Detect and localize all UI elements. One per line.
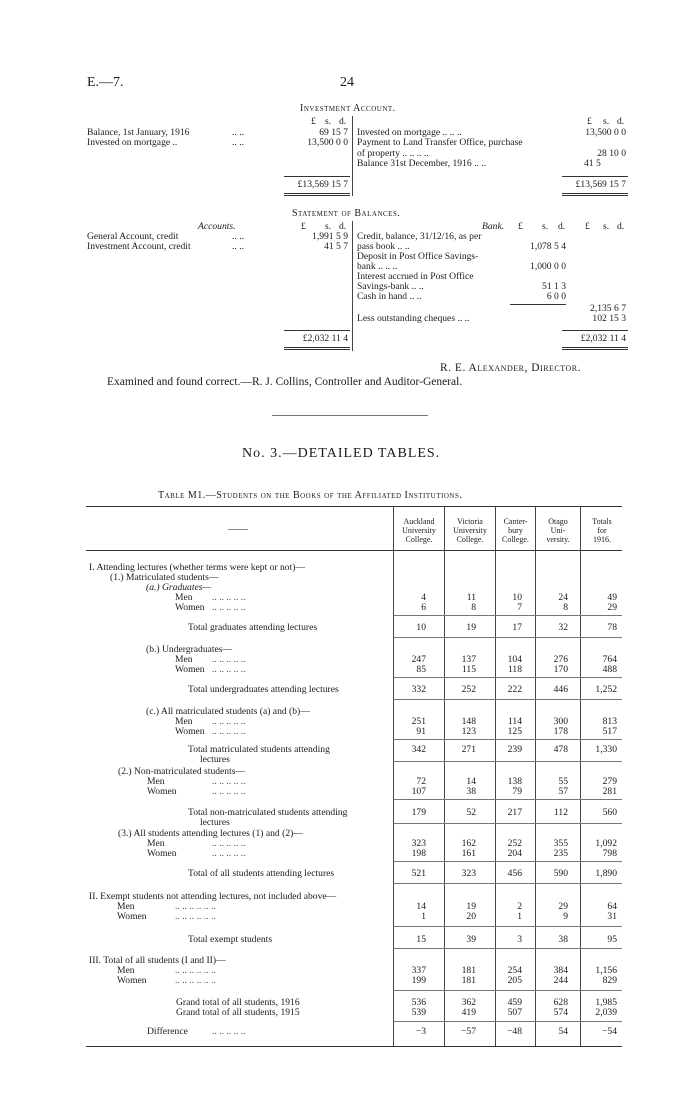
balances-right-item: Cash in hand .. .. bbox=[357, 291, 422, 302]
row-label-women: Women bbox=[117, 975, 147, 986]
table-cell: 8 bbox=[563, 602, 568, 613]
table-cell: 337 bbox=[411, 965, 426, 976]
table-cell: 251 bbox=[411, 716, 426, 727]
balances-left-item: Investment Account, credit bbox=[87, 241, 191, 252]
balances-inner-amount: 51 1 3 bbox=[542, 281, 566, 292]
column-header-canterbury: Canter- bury College. bbox=[502, 517, 529, 544]
table-cell: 355 bbox=[553, 838, 568, 849]
leader-dots: .. .. .. .. .. bbox=[212, 664, 246, 675]
subtotal-rule bbox=[393, 677, 622, 678]
table-cell: 3 bbox=[517, 934, 522, 945]
examined-statement: Examined and found correct.—R. J. Collins, Controller and Auditor-General. bbox=[107, 376, 463, 388]
heading-matriculated: (1.) Matriculated students— bbox=[110, 572, 219, 583]
table-cell: 138 bbox=[507, 776, 522, 787]
table-cell: 11 bbox=[466, 592, 476, 603]
table-cell: 170 bbox=[553, 664, 568, 675]
table-cell: 178 bbox=[553, 726, 568, 737]
row-label-total: Total graduates attending lectures bbox=[188, 622, 318, 633]
table-cell: 252 bbox=[461, 684, 476, 695]
row-label-men: Men bbox=[175, 592, 193, 603]
table-cell: 1,890 bbox=[595, 868, 617, 879]
row-label-total-continued: lectures bbox=[200, 754, 230, 765]
investment-left-dots: .. .. bbox=[232, 127, 244, 138]
table-cell: 459 bbox=[507, 997, 522, 1008]
table-cell: 161 bbox=[461, 848, 476, 859]
investment-right-amount: 41 5 bbox=[584, 158, 601, 169]
subtotal-rule bbox=[393, 861, 622, 862]
table-cell: 2,039 bbox=[595, 1007, 617, 1018]
table-cell: 57 bbox=[558, 786, 568, 797]
table-cell: 323 bbox=[411, 838, 426, 849]
table-cell: 222 bbox=[507, 684, 522, 695]
table-cell: 517 bbox=[602, 726, 617, 737]
subtotal-rule bbox=[393, 926, 622, 927]
table-cell: 574 bbox=[553, 1007, 568, 1018]
table-cell: 198 bbox=[411, 848, 426, 859]
table-cell: 15 bbox=[416, 934, 426, 945]
row-label-total: Total matriculated students attending bbox=[188, 744, 330, 755]
page-number: 24 bbox=[340, 75, 354, 90]
row-label-women: Women bbox=[175, 664, 205, 675]
table-cell: 17 bbox=[512, 622, 522, 633]
heading-all-students: (3.) All students attending lectures (1) and (2)— bbox=[118, 828, 303, 839]
balances-inner-amount: 1,000 0 0 bbox=[530, 261, 566, 272]
total-rule bbox=[562, 176, 628, 177]
row-label-total: Total of all students attending lectures bbox=[188, 868, 335, 879]
column-divider bbox=[495, 506, 496, 1046]
table-cell: 118 bbox=[507, 664, 522, 675]
table-cell: 29 bbox=[607, 602, 617, 613]
table-cell: 181 bbox=[461, 965, 476, 976]
subtotal-rule bbox=[393, 761, 622, 762]
table-cell: 235 bbox=[553, 848, 568, 859]
investment-left-dots: .. .. bbox=[232, 137, 244, 148]
table-cell: 107 bbox=[411, 786, 426, 797]
investment-right-item: of property .. .. .. .. bbox=[357, 148, 429, 159]
table-cell: 829 bbox=[602, 975, 617, 986]
ledger-divider bbox=[352, 116, 353, 196]
investment-left-amount: 13,500 0 0 bbox=[307, 137, 348, 148]
table-cell: 204 bbox=[507, 848, 522, 859]
subtotal-rule bbox=[393, 739, 622, 740]
column-divider bbox=[393, 506, 394, 1046]
row-label-men: Men bbox=[147, 838, 165, 849]
table-cell: 1 bbox=[517, 911, 522, 922]
balances-left-total: £2,032 11 4 bbox=[302, 333, 348, 344]
double-rule bbox=[562, 193, 628, 196]
table-cell: 19 bbox=[466, 622, 476, 633]
investment-left-item: Balance, 1st January, 1916 bbox=[87, 127, 190, 138]
table-cell: 798 bbox=[602, 848, 617, 859]
table-cell: 32 bbox=[558, 622, 568, 633]
table-cell: 539 bbox=[411, 1007, 426, 1018]
heading-exempt: II. Exempt students not attending lectures, not included above— bbox=[89, 891, 337, 902]
balances-right-item: bank .. .. .. bbox=[357, 261, 398, 272]
subtotal-rule bbox=[393, 883, 622, 884]
table-cell: 244 bbox=[553, 975, 568, 986]
table-cell: 764 bbox=[602, 654, 617, 665]
row-label-women: Women bbox=[117, 911, 147, 922]
table-cell: 112 bbox=[553, 807, 568, 818]
table-cell: −48 bbox=[506, 1026, 522, 1037]
double-rule bbox=[284, 193, 350, 196]
row-label-grand-1915: Grand total of all students, 1915 bbox=[176, 1007, 300, 1018]
balances-right-item: Savings-bank .. .. bbox=[357, 281, 424, 292]
table-cell: 1,252 bbox=[595, 684, 617, 695]
row-label-grand-1916: Grand total of all students, 1916 bbox=[176, 997, 300, 1008]
less-cheques-label: Less outstanding cheques .. .. bbox=[357, 313, 470, 324]
table-cell: 590 bbox=[553, 868, 568, 879]
table-cell: 38 bbox=[558, 934, 568, 945]
balances-left-dots: .. .. bbox=[232, 241, 244, 252]
table-cell: 446 bbox=[553, 684, 568, 695]
table-cell: 115 bbox=[461, 664, 476, 675]
subtotal-rule bbox=[393, 637, 622, 638]
row-label-difference: Difference bbox=[147, 1026, 188, 1037]
table-cell: 8 bbox=[471, 602, 476, 613]
heading-all-matriculated: (c.) All matriculated students (a) and (b)— bbox=[146, 706, 310, 717]
page-reference: E.—7. bbox=[87, 75, 124, 90]
heading-undergraduates: (b.) Undergraduates— bbox=[146, 644, 233, 655]
leader-dots: .. .. .. .. .. bbox=[212, 838, 246, 849]
leader-dots: .. .. .. .. .. .. bbox=[175, 911, 216, 922]
table-cell: 78 bbox=[607, 622, 617, 633]
investment-right-item: Invested on mortgage .. .. .. bbox=[357, 127, 462, 138]
row-label-men: Men bbox=[147, 776, 165, 787]
investment-right-item: Balance 31st December, 1916 .. .. bbox=[357, 158, 487, 169]
table-cell: 254 bbox=[507, 965, 522, 976]
table-cell: 52 bbox=[466, 807, 476, 818]
column-divider bbox=[580, 506, 581, 1046]
blank-column-header: —— bbox=[228, 524, 248, 535]
table-cell: 488 bbox=[602, 664, 617, 675]
balances-right-total: £2,032 11 4 bbox=[580, 333, 626, 344]
table-cell: 521 bbox=[411, 868, 426, 879]
table-cell: 14 bbox=[466, 776, 476, 787]
table-cell: 205 bbox=[507, 975, 522, 986]
double-rule bbox=[562, 347, 628, 350]
table-cell: 104 bbox=[507, 654, 522, 665]
balances-left-amount: 41 5 7 bbox=[324, 241, 348, 252]
leader-dots: .. .. .. .. .. bbox=[212, 776, 246, 787]
heading-attending: I. Attending lectures (whether terms were kept or not)— bbox=[89, 562, 306, 573]
table-cell: 247 bbox=[411, 654, 426, 665]
leader-dots: .. .. .. .. .. bbox=[212, 602, 246, 613]
table-cell: 1,156 bbox=[595, 965, 617, 976]
table-cell: 276 bbox=[553, 654, 568, 665]
subtotal-rule bbox=[393, 948, 622, 949]
table-cell: 148 bbox=[461, 716, 476, 727]
table-cell: −57 bbox=[460, 1026, 476, 1037]
heading-non-matriculated: (2.) Non-matriculated students— bbox=[118, 766, 246, 777]
subtotal-rule bbox=[393, 990, 622, 991]
table-cell: 49 bbox=[607, 592, 617, 603]
table-cell: 19 bbox=[466, 901, 476, 912]
table-cell: 456 bbox=[507, 868, 522, 879]
table-cell: 91 bbox=[416, 726, 426, 737]
table-cell: 1,092 bbox=[595, 838, 617, 849]
table-cell: 125 bbox=[507, 726, 522, 737]
table-cell: 332 bbox=[411, 684, 426, 695]
table-cell: 507 bbox=[507, 1007, 522, 1018]
row-label-women: Women bbox=[175, 726, 205, 737]
row-label-total: Total exempt students bbox=[188, 934, 273, 945]
table-cell: 38 bbox=[466, 786, 476, 797]
table-cell: 239 bbox=[507, 744, 522, 755]
leader-dots: .. .. .. .. .. bbox=[212, 786, 246, 797]
column-divider bbox=[535, 506, 536, 1046]
table-cell: 323 bbox=[461, 868, 476, 879]
table-cell: 1,985 bbox=[595, 997, 617, 1008]
leader-dots: .. .. .. .. .. .. bbox=[175, 965, 216, 976]
table-cell: 813 bbox=[602, 716, 617, 727]
table-title: Table M1.—Students on the Books of the Affiliated Institutions. bbox=[158, 490, 463, 501]
heading-graduates: (a.) Graduates— bbox=[146, 582, 212, 593]
table-cell: 628 bbox=[553, 997, 568, 1008]
table-cell: 137 bbox=[461, 654, 476, 665]
table-cell: 29 bbox=[558, 901, 568, 912]
balances-right-item: Interest accrued in Post Office bbox=[357, 271, 474, 282]
table-cell: 1,330 bbox=[595, 744, 617, 755]
subtotal-rule bbox=[393, 699, 622, 700]
accounts-heading: Accounts. bbox=[198, 221, 236, 232]
table-cell: 64 bbox=[607, 901, 617, 912]
row-label-women: Women bbox=[147, 848, 177, 859]
table-cell: 72 bbox=[416, 776, 426, 787]
investment-left-item: Invested on mortgage .. bbox=[87, 137, 178, 148]
investment-right-item: Payment to Land Transfer Office, purchase bbox=[357, 137, 523, 148]
section-title: No. 3.—DETAILED TABLES. bbox=[242, 446, 441, 461]
table-cell: 279 bbox=[602, 776, 617, 787]
table-cell: 39 bbox=[466, 934, 476, 945]
bank-heading: Bank. bbox=[482, 221, 505, 232]
subtotal-rule bbox=[393, 799, 622, 800]
table-cell: −3 bbox=[415, 1026, 426, 1037]
table-cell: 271 bbox=[461, 744, 476, 755]
balances-inner-amount: 6 0 0 bbox=[546, 291, 566, 302]
table-cell: 123 bbox=[461, 726, 476, 737]
table-cell: 31 bbox=[607, 911, 617, 922]
total-rule bbox=[562, 330, 628, 331]
heading-grand: III. Total of all students (I and II)— bbox=[89, 955, 226, 966]
total-rule bbox=[284, 330, 350, 331]
balances-subtotal: 2,135 6 7 bbox=[590, 303, 626, 314]
table-cell: 179 bbox=[411, 807, 426, 818]
balances-inner-amount: 1,078 5 4 bbox=[530, 241, 566, 252]
balances-title: Statement of Balances. bbox=[292, 208, 401, 219]
table-cell: 85 bbox=[416, 664, 426, 675]
investment-right-amount: 13,500 0 0 bbox=[585, 127, 626, 138]
balances-right-item: Credit, balance, 31/12/16, as per bbox=[357, 231, 482, 242]
leader-dots: .. .. .. .. .. bbox=[212, 726, 246, 737]
table-top-rule bbox=[86, 506, 622, 507]
investment-right-total: £13,569 15 7 bbox=[575, 179, 626, 190]
table-cell: 55 bbox=[558, 776, 568, 787]
total-rule bbox=[284, 176, 350, 177]
double-rule bbox=[284, 347, 350, 350]
balances-left-dots: .. .. bbox=[232, 231, 244, 242]
table-cell: 20 bbox=[466, 911, 476, 922]
table-cell: 362 bbox=[461, 997, 476, 1008]
table-cell: 162 bbox=[461, 838, 476, 849]
subtotal-rule bbox=[393, 1021, 622, 1022]
table-cell: 4 bbox=[421, 592, 426, 603]
table-cell: 560 bbox=[602, 807, 617, 818]
row-label-men: Men bbox=[117, 965, 135, 976]
table-cell: 79 bbox=[512, 786, 522, 797]
director-signature: R. E. Alexander, Director. bbox=[440, 362, 581, 374]
leader-dots: .. .. .. .. .. bbox=[212, 848, 246, 859]
investment-account-title: Investment Account. bbox=[300, 103, 396, 114]
column-divider bbox=[444, 506, 445, 1046]
table-cell: 419 bbox=[461, 1007, 476, 1018]
table-cell: 114 bbox=[507, 716, 522, 727]
table-cell: 2 bbox=[517, 901, 522, 912]
table-cell: 14 bbox=[416, 901, 426, 912]
row-label-men: Men bbox=[117, 901, 135, 912]
row-label-men: Men bbox=[175, 654, 193, 665]
table-cell: 7 bbox=[517, 602, 522, 613]
table-cell: 300 bbox=[553, 716, 568, 727]
table-cell: 10 bbox=[512, 592, 522, 603]
table-cell: 10 bbox=[416, 622, 426, 633]
leader-dots: .. .. .. .. .. bbox=[212, 716, 246, 727]
table-cell: 281 bbox=[602, 786, 617, 797]
table-cell: 24 bbox=[558, 592, 568, 603]
leader-dots: .. .. .. .. .. bbox=[212, 654, 246, 665]
row-label-total-continued: lectures bbox=[200, 817, 230, 828]
leader-dots: .. .. .. .. .. bbox=[212, 592, 246, 603]
leader-dots: .. .. .. .. .. .. bbox=[175, 901, 216, 912]
row-label-women: Women bbox=[147, 786, 177, 797]
investment-left-total: £13,569 15 7 bbox=[297, 179, 348, 190]
balances-left-amount: 1,991 5 9 bbox=[312, 231, 348, 242]
investment-left-amount: 69 15 7 bbox=[319, 127, 348, 138]
table-cell: 536 bbox=[411, 997, 426, 1008]
subtotal-rule bbox=[393, 615, 622, 616]
column-header-otago: Otago Uni- versity. bbox=[546, 517, 570, 544]
row-label-total: Total non-matriculated students attending bbox=[188, 807, 348, 818]
row-label-total: Total undergraduates attending lectures bbox=[188, 684, 339, 695]
table-cell: 252 bbox=[507, 838, 522, 849]
column-header-victoria: Victoria University College. bbox=[453, 517, 487, 544]
column-header-totals: Totals for 1916. bbox=[592, 517, 612, 544]
separator-rule bbox=[272, 415, 428, 416]
table-cell: 217 bbox=[507, 807, 522, 818]
row-label-women: Women bbox=[175, 602, 205, 613]
table-cell: 6 bbox=[421, 602, 426, 613]
table-header-rule bbox=[86, 550, 622, 551]
table-cell: 95 bbox=[607, 934, 617, 945]
ledger-divider bbox=[352, 221, 353, 351]
table-cell: 181 bbox=[461, 975, 476, 986]
column-header-auckland: Auckland University College. bbox=[402, 517, 436, 544]
table-cell: 9 bbox=[563, 911, 568, 922]
less-cheques-amount: 102 15 3 bbox=[592, 313, 626, 324]
table-cell: 384 bbox=[553, 965, 568, 976]
row-label-men: Men bbox=[175, 716, 193, 727]
balances-left-item: General Account, credit bbox=[87, 231, 179, 242]
leader-dots: .. .. .. .. .. .. bbox=[175, 975, 216, 986]
leader-dots: .. .. .. .. .. bbox=[212, 1026, 246, 1037]
table-cell: 478 bbox=[553, 744, 568, 755]
subtotal-rule bbox=[393, 823, 622, 824]
table-cell: 199 bbox=[411, 975, 426, 986]
table-cell: −54 bbox=[601, 1026, 617, 1037]
investment-right-amount: 28 10 0 bbox=[597, 148, 626, 159]
table-bottom-rule bbox=[86, 1046, 622, 1047]
table-cell: 342 bbox=[411, 744, 426, 755]
balances-right-item: pass book .. .. bbox=[357, 241, 410, 252]
table-cell: 54 bbox=[558, 1026, 568, 1037]
table-cell: 1 bbox=[421, 911, 426, 922]
balances-right-item: Deposit in Post Office Savings- bbox=[357, 251, 479, 262]
